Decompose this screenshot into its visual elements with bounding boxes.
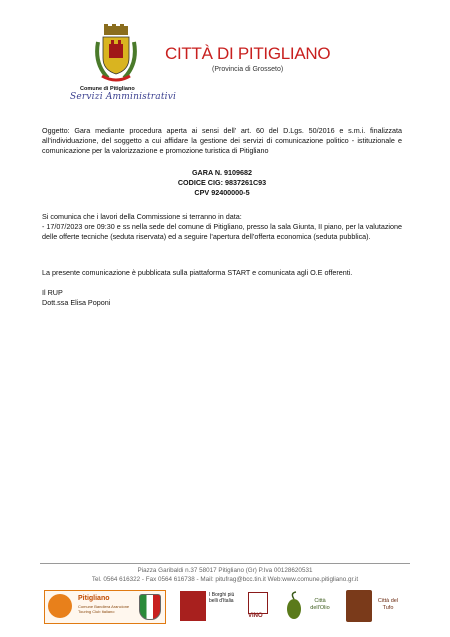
- vino-logo: [246, 592, 268, 622]
- pitigliano-logo: [44, 590, 166, 624]
- borghi-logo-icon: [180, 591, 206, 621]
- olive-icon: [284, 591, 304, 621]
- servizi-amministrativi: Servizi Amministrativi: [70, 92, 177, 102]
- borghi-logo-text: I Borghi più belli d'Italia: [209, 592, 235, 604]
- comunica-paragraph: Si comunica che i lavori della Commissione si terranno in data:: [42, 212, 242, 221]
- tufo-emblem-icon: [346, 590, 372, 622]
- pitigliano-logo-name: Pitigliano: [78, 595, 110, 602]
- pubblicata-paragraph: La presente comunicazione è pubblicata sulla piattaforma START e comunicata agli O.E offerenti.: [42, 268, 353, 277]
- rup-signature: [42, 288, 402, 308]
- rup-title: Il RUP: [42, 288, 63, 297]
- vino-logo-text: VINO: [248, 613, 263, 619]
- gara-block: [42, 168, 402, 198]
- comune-label: Comune di Pitigliano: [80, 86, 135, 92]
- footer-address: Piazza Garibaldi n.37 58017 Pitigliano (Gr) P.Iva 00128620531: [137, 567, 313, 574]
- rup-name: Dott.ssa Elisa Poponi: [42, 298, 111, 307]
- province-label: (Provincia di Grosseto): [212, 66, 284, 73]
- footer-divider: [40, 563, 410, 564]
- pitigliano-logo-sub: Comune Bandiera Arancione Touring Club Italiano: [78, 604, 130, 614]
- detail-paragraph: - 17/07/2023 ore 09:30 e ss nella sede del comune di Pitigliano, presso la sala Giunta, II piano, per la valutazione delle offerte tecniche (seduta riservata) ed a seguire l’apertura dell’offerta economica (seduta pubblica).: [42, 222, 403, 241]
- gara-number: GARA N. 9109682: [191, 168, 253, 177]
- codice-cig: CODICE CIG: 9837261C93: [177, 178, 267, 187]
- town-title: CITTÀ DI PITIGLIANO: [165, 44, 331, 63]
- footer-contacts: Tel. 0564 616322 - Fax 0564 616738 - Mail: pitufrag@bcc.tin.it Web:www.comune.pitigliano.gr.it: [91, 576, 359, 583]
- olio-logo-text: Città dell'Olio: [310, 598, 330, 611]
- oggetto-paragraph: Oggetto: Gara mediante procedura aperta ai sensi dell’ art. 60 del D.Lgs. 50/2016 e s.m.i. finalizzata all’individuazione, del soggetto a cui affidare la gestione dei servizi di comunicazione politico - istituzionale e comunicazione per la valorizzazione e promozione turistica di Pitigliano: [42, 126, 402, 155]
- italian-shield-icon: [139, 594, 161, 620]
- pitigliano-emblem-icon: [48, 594, 72, 618]
- tufo-logo-text: Città del Tufo: [377, 598, 399, 611]
- cpv-code: CPV 92400000-5: [194, 188, 250, 197]
- vino-emblem-icon: [248, 592, 268, 614]
- town-crest-icon: [94, 24, 138, 86]
